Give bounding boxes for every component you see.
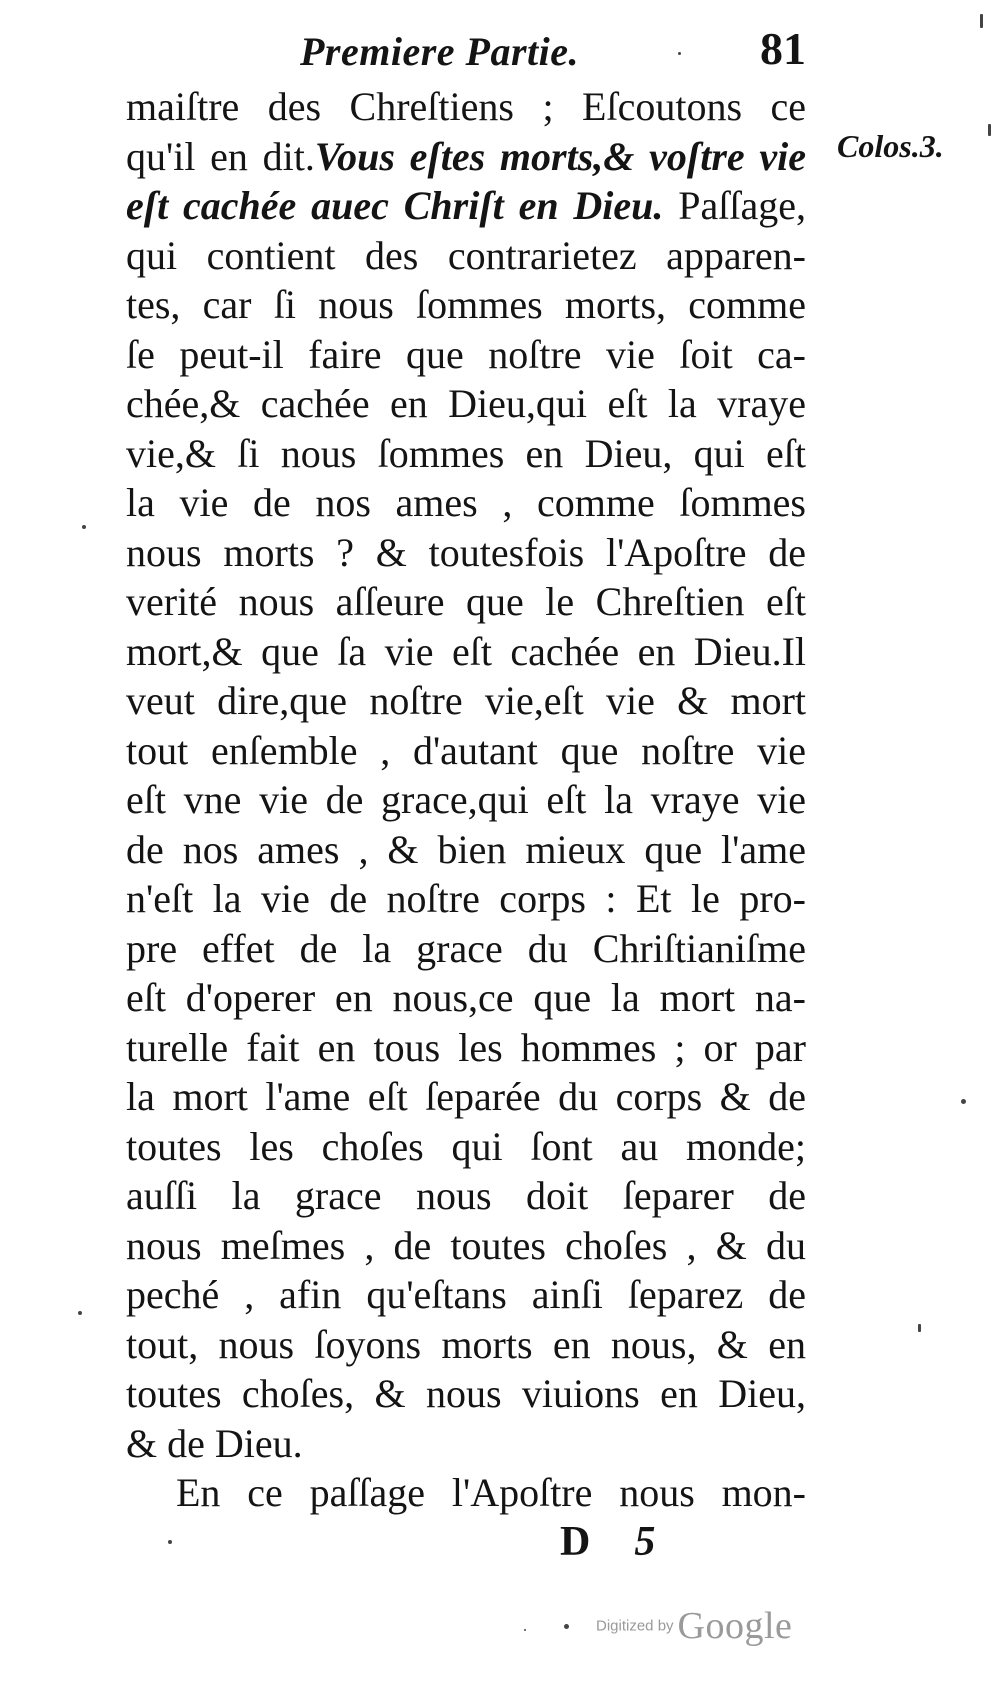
scan-speck [524, 1629, 526, 1631]
text-line: nous meſmes , de toutes choſes , & du [126, 1222, 806, 1268]
text-line: la mort l'ame eſt ſeparée du corps & de [126, 1074, 806, 1119]
scan-speck [168, 1540, 172, 1544]
margin-note-reference: Colos.3. [837, 128, 944, 164]
text-line: peché , afin qu'eſtans ainſi ſeparez de [126, 1272, 806, 1317]
digitization-watermark [596, 1604, 792, 1648]
text-line: turelle fait en tous les hommes ; or par [126, 1024, 806, 1070]
scan-speck [82, 525, 86, 529]
watermark-prefix: Digitized by [596, 1617, 674, 1635]
text-line: tes, car ſi nous ſommes morts, comme [126, 282, 806, 327]
signature-number: 5 [634, 1519, 656, 1565]
scan-speck [564, 1624, 569, 1629]
running-head [300, 22, 820, 78]
text-line: En ce paſſage l'Apoſtre nous mon- [176, 1470, 806, 1515]
signature-letter: D [560, 1519, 591, 1565]
text-line: eſt vne vie de grace,qui eſt la vraye vie [126, 777, 806, 822]
text-line: veut dire,que noſtre vie,eſt vie & mort [126, 678, 806, 723]
text-line: eſt cachée auec Chriſt en Dieu. Paſſage, [126, 183, 806, 228]
text-line: verité nous aſſeure que le Chreſtien eſt [126, 579, 806, 624]
text-line: mort,& que ſa vie eſt cachée en Dieu.Il [126, 628, 806, 674]
text-line: tout, nous ſoyons morts en nous, & en [126, 1321, 806, 1367]
body-text [126, 82, 806, 1518]
text-line: toutes choſes, & nous viuions en Dieu, [126, 1371, 806, 1416]
watermark-brand: Google [677, 1605, 793, 1647]
running-title: Premiere Partie. [300, 29, 580, 74]
text-line: eſt d'operer en nous,ce que la mort na- [126, 975, 806, 1020]
scan-speck [988, 124, 991, 136]
signature-mark [560, 1518, 655, 1566]
text-line: tout enſemble , d'autant que noſtre vie [126, 727, 806, 773]
text-line: n'eſt la vie de noſtre corps : Et le pro- [126, 876, 806, 921]
text-line: la vie de nos ames , comme ſommes [126, 480, 806, 525]
scan-speck [678, 52, 681, 55]
text-line: de nos ames , & bien mieux que l'ame [126, 826, 806, 872]
text-line: nous morts ? & toutesfois l'Apoſtre de [126, 529, 806, 575]
page-number: 81 [760, 23, 806, 74]
text-line: qui contient des contrarietez apparen- [126, 232, 806, 278]
text-line: auſſi la grace nous doit ſeparer de [126, 1173, 806, 1218]
text-line: qu'il en dit.Vous eſtes morts,& voſtre vie [126, 133, 806, 179]
scan-speck [918, 1324, 921, 1332]
text-line: ſe peut-il faire que noſtre vie ſoit ca- [126, 331, 806, 377]
text-line: vie,& ſi nous ſommes en Dieu, qui eſt [126, 430, 806, 476]
text-line: & de Dieu. [126, 1420, 303, 1466]
text-line: maiſtre des Chreſtiens ; Eſcoutons ce [126, 84, 806, 129]
scan-speck [980, 14, 983, 28]
text-line: toutes les choſes qui ſont au monde; [126, 1123, 806, 1169]
scan-speck [78, 1311, 82, 1315]
text-line: pre effet de la grace du Chriſtianiſme [126, 925, 806, 971]
scan-speck [961, 1099, 966, 1104]
text-line: chée,& cachée en Dieu,qui eſt la vraye [126, 381, 806, 426]
